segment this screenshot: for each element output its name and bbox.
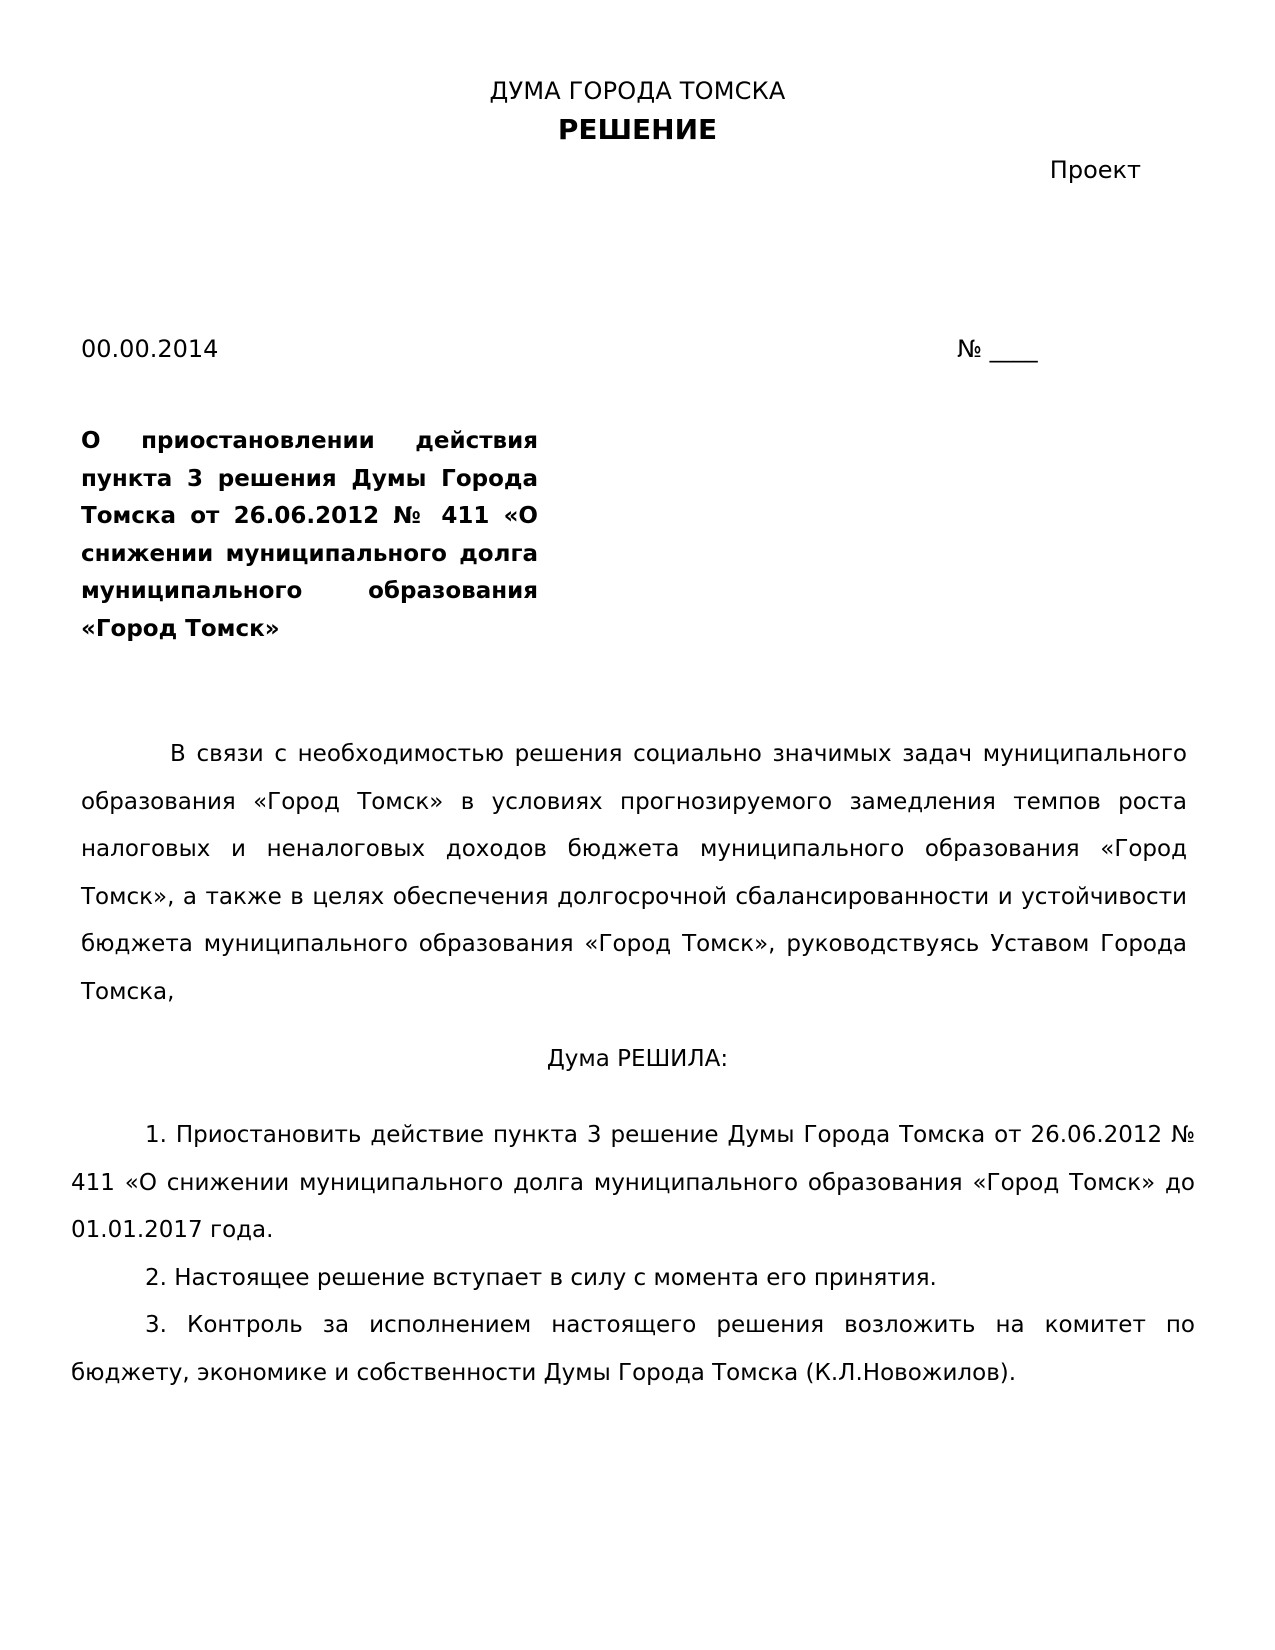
document-date: 00.00.2014 <box>81 335 219 363</box>
organization-name: ДУМА ГОРОДА ТОМСКА <box>489 77 786 105</box>
resolved-heading: Дума РЕШИЛА: <box>546 1046 729 1072</box>
resolution-item-2: 2. Настоящее решение вступает в силу с момента его принятия. <box>145 1264 937 1291</box>
preamble-paragraph: В связи с необходимостью решения социально значимых задач муниципального образования «Город Томск» в условиях прогнозируемого замедления темпов роста налоговых и неналоговых доходов бюджета муниципального образования «Город Томск», а также в целях обеспечения долгосрочной сбалансированности и устойчивости бюджета муниципального образования «Город Томск», руководствуясь Уставом Города Томска, <box>81 741 1187 1005</box>
resolution-item-3: 3. Контроль за исполнением настоящего решения возложить на комитет по бюджету, экономике и собственности Думы Города Томска (К.Л.Новожилов). <box>71 1312 1195 1386</box>
document-number: № ____ <box>957 335 1038 363</box>
document-subject: О приостановлении действия пункта 3 решения Думы Города Томска от 26.06.2012 № 411 «О снижении муниципального долга муниципального образования «Город Томск» <box>81 428 538 642</box>
document-type-title: РЕШЕНИЕ <box>557 113 718 146</box>
draft-label: Проект <box>1049 156 1141 184</box>
resolution-item-1: 1. Приостановить действие пункта 3 решение Думы Города Томска от 26.06.2012 № 411 «О снижении муниципального долга муниципального образования «Город Томск» до 01.01.2017 года. <box>71 1122 1195 1243</box>
resolution-items <box>71 1112 1195 1397</box>
